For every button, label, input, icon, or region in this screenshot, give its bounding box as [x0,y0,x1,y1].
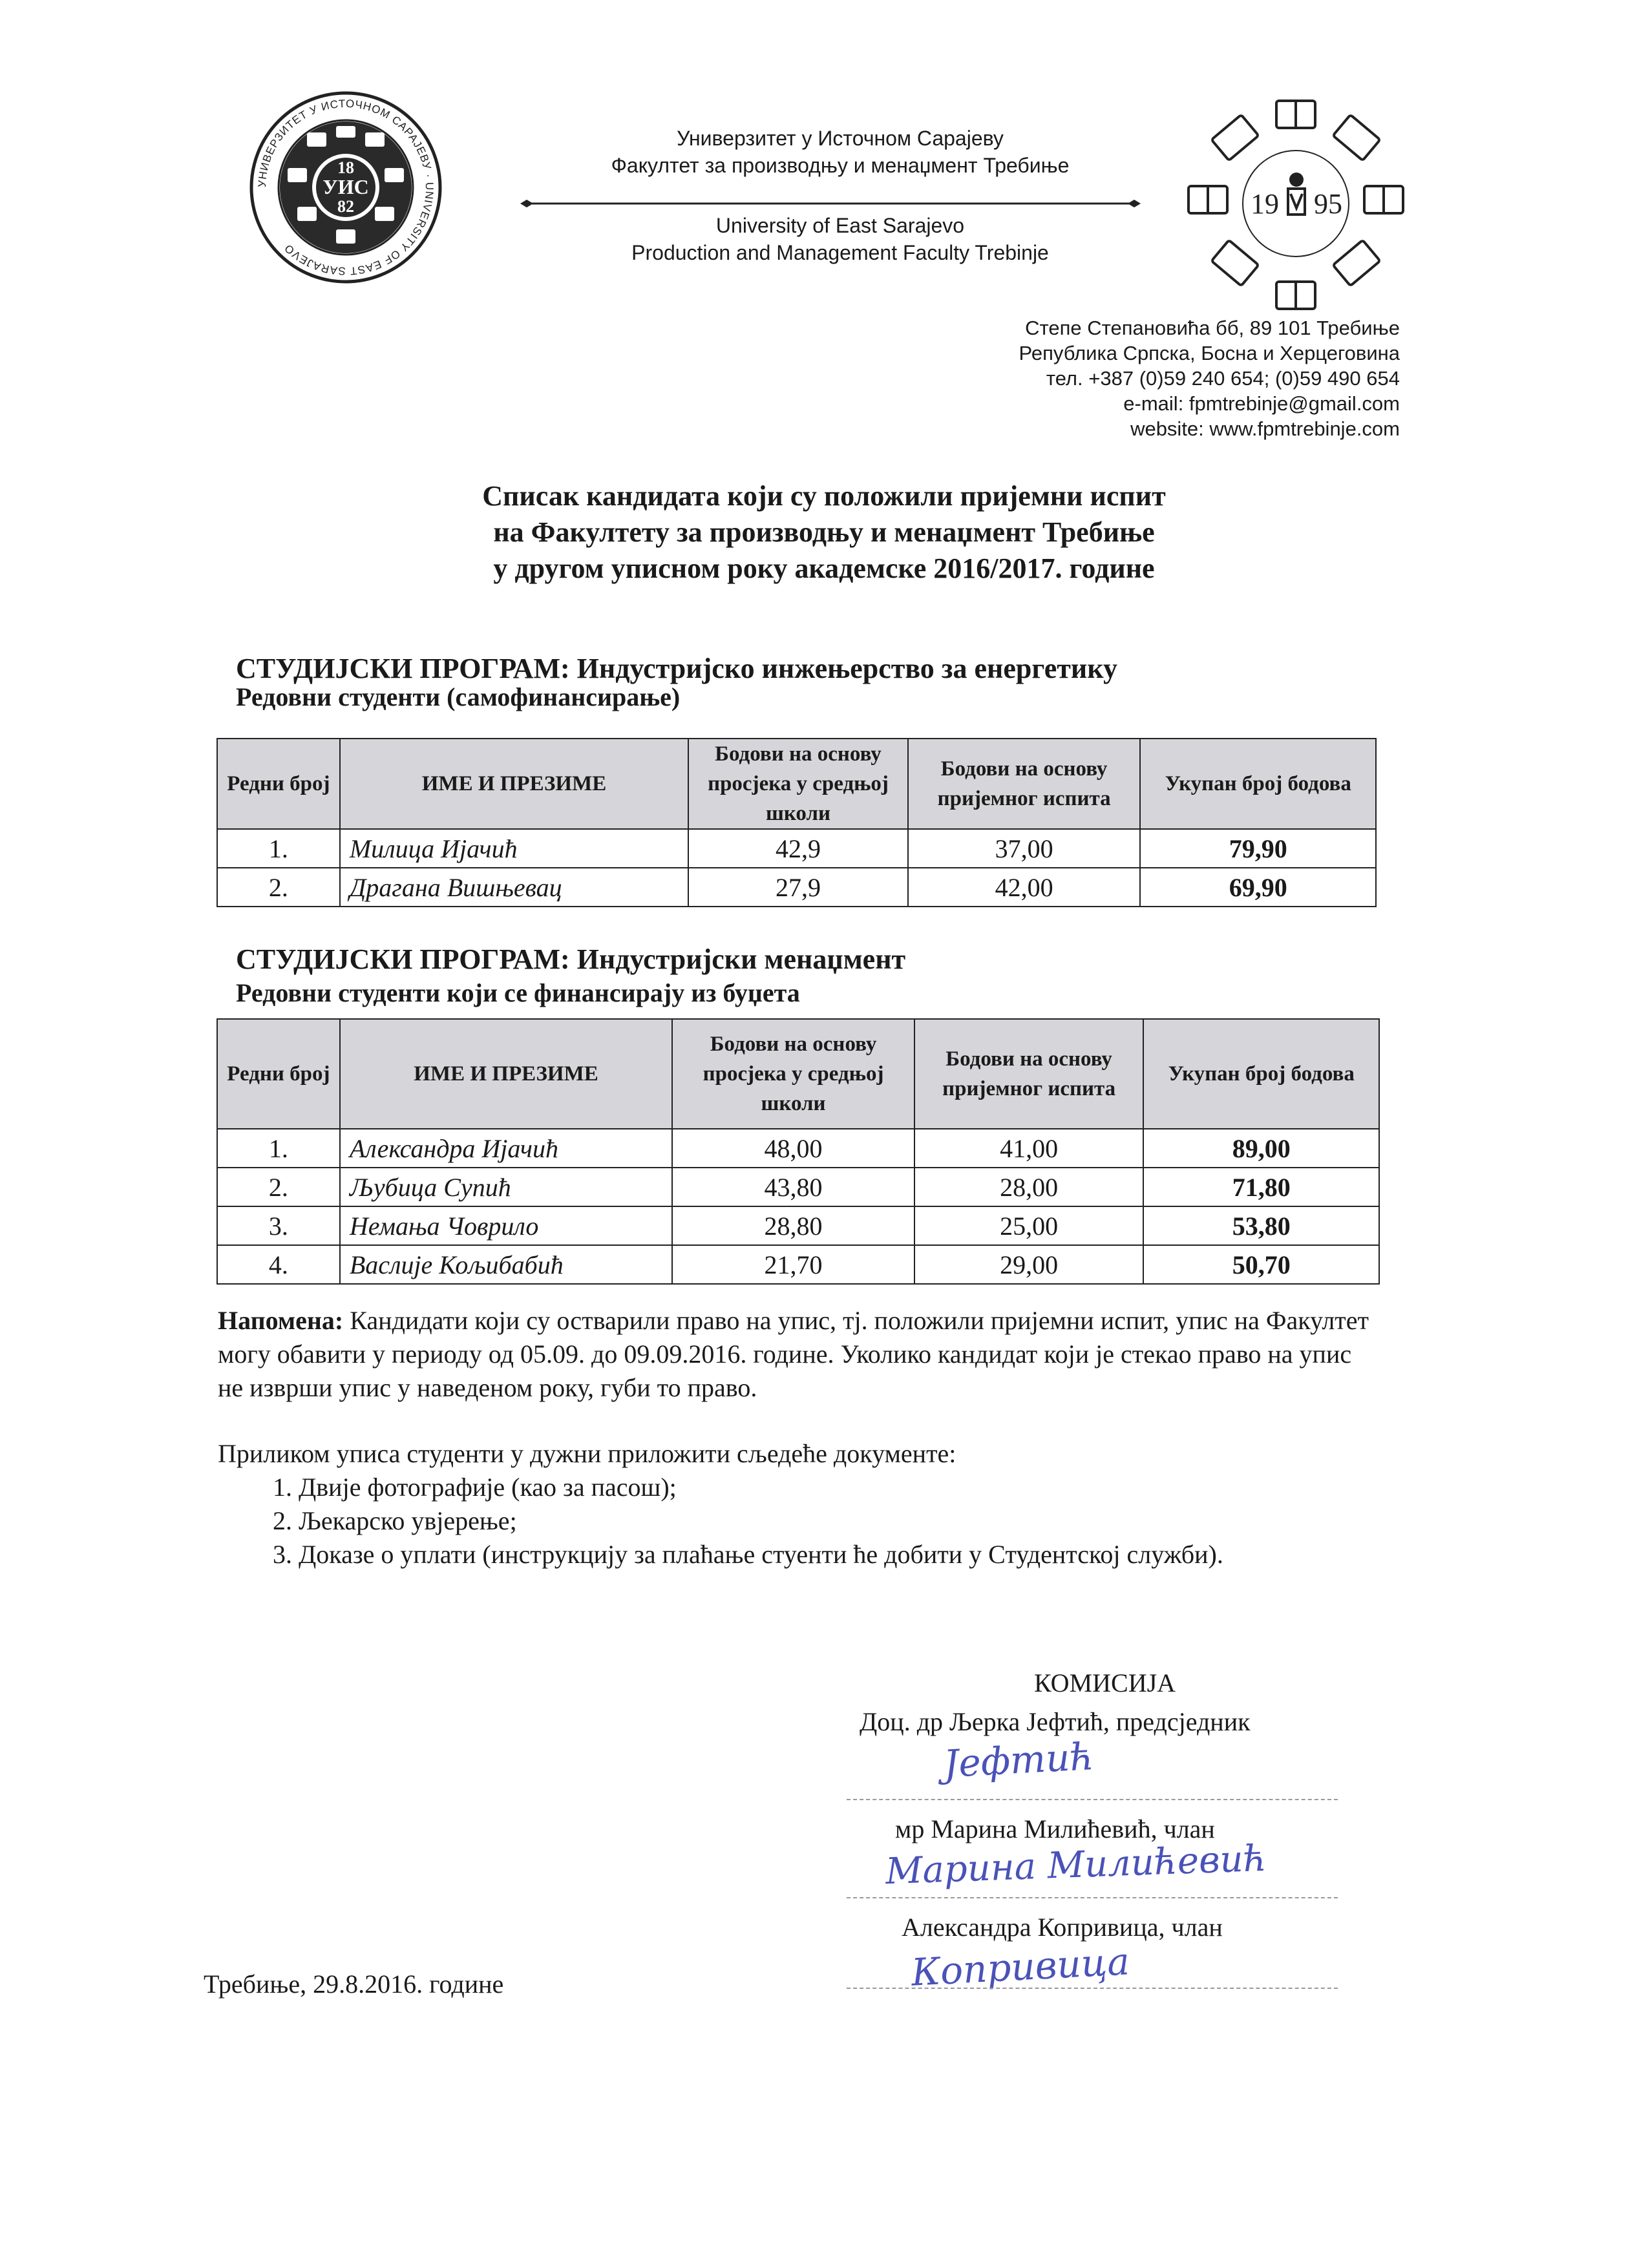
program1-heading: СТУДИЈСКИ ПРОГРАМ: Индустријско инжењерство за енергетику [236,653,1117,684]
exam-points: 28,00 [914,1168,1144,1206]
row-number: 1. [217,1129,340,1168]
title-line-2: на Факултету за производњу и менаџмент Требиње [493,516,1155,548]
note-label: Напомена: [218,1306,344,1335]
row-number: 1. [217,829,340,868]
exam-points: 25,00 [914,1206,1144,1245]
col-name: ИМЕ И ПРЕЗИМЕ [340,739,688,829]
total-points: 71,80 [1143,1168,1379,1206]
total-points: 53,80 [1143,1206,1379,1245]
row-number: 3. [217,1206,340,1245]
table-header-row [217,1019,1379,1129]
faculty-logo [1186,97,1406,317]
header-english [517,212,1163,266]
note-text: Кандидати који су остварили право на упис, тј. положили пријемни испит, упис на Факултет могу обавити у периоду од 05.09. до 09.09.2016. године. Уколико кандидат који је стекао право на упис не изврши упис у наведеном року, губи то право. [218,1306,1369,1402]
title-line-3: у другом уписном року академске 2016/2017. године [493,552,1155,584]
candidate-name: Александра Ијачић [340,1129,672,1168]
member-1: Доц. др Љерка Јефтић, предсједник [860,1707,1251,1736]
document-title [0,478,1648,587]
candidate-name: Драгана Вишњевац [340,868,688,907]
total-points: 79,90 [1140,829,1376,868]
total-points: 69,90 [1140,868,1376,907]
total-points: 50,70 [1143,1245,1379,1284]
documents-list [218,1471,1375,1571]
col-exam-points: Бодови на основу пријемног испита [914,1019,1144,1129]
logo-year-left: 19 [1251,188,1279,220]
table-row [217,868,1376,907]
signature-3: Копривица [910,1939,1131,1995]
documents-intro: Приликом уписа студенти у дужни приложити сљедеће документе: [218,1439,956,1468]
program2-table [217,1018,1380,1285]
table-row [217,1206,1379,1245]
col-total: Укупан број бодова [1140,739,1376,829]
university-name-sr: Универзитет у Источном Сарајеву [677,127,1004,150]
university-name-en: University of East Sarajevo [715,214,965,237]
contact-block [1019,315,1400,441]
documents-section [218,1437,1375,1571]
col-name: ИМЕ И ПРЕЗИМЕ [340,1019,672,1129]
col-school-points: Бодови на основу просјека у средњој школи [672,1019,914,1129]
candidate-name: Немања Човрило [340,1206,672,1245]
table-row [217,1245,1379,1284]
signature-line-1 [847,1799,1338,1800]
commission-title: КОМИСИЈА [1034,1668,1176,1697]
col-no: Редни број [217,1019,340,1129]
col-exam-points: Бодови на основу пријемног испита [908,739,1141,829]
signature-1: Јефтић [942,1734,1095,1787]
row-number: 2. [217,868,340,907]
school-points: 28,80 [672,1206,914,1245]
contact-phone: тел. +387 (0)59 240 654; (0)59 490 654 [1046,367,1400,390]
exam-points: 37,00 [908,829,1141,868]
faculty-name-en: Production and Management Faculty Trebinje [631,241,1049,264]
list-item: 2. Љекарско увјерење; [299,1504,1375,1538]
header-divider [520,199,1141,208]
exam-points: 42,00 [908,868,1141,907]
school-points: 42,9 [688,829,908,868]
candidate-name: Љубица Супић [340,1168,672,1206]
seal-number-bottom: 82 [337,197,354,216]
note-paragraph [218,1304,1375,1405]
list-item: 3. Доказе о уплати (инструкцију за плаћање стуенти ће добити у Студентској служби). [299,1538,1375,1571]
seal-number-top: 18 [337,158,354,177]
signature-line-3 [847,1988,1338,1989]
candidate-name: Милица Ијачић [340,829,688,868]
contact-address: Степе Степановића бб, 89 101 Требиње [1025,317,1400,339]
row-number: 2. [217,1168,340,1206]
logo-year-right: 95 [1314,188,1342,220]
table-row [217,1168,1379,1206]
faculty-name-sr: Факултет за производњу и менаџмент Требиње [611,154,1070,177]
exam-points: 29,00 [914,1245,1144,1284]
exam-points: 41,00 [914,1129,1144,1168]
col-total: Укупан број бодова [1143,1019,1379,1129]
signature-2: Марина Милићевић [885,1837,1267,1893]
school-points: 21,70 [672,1245,914,1284]
program2-heading: СТУДИЈСКИ ПРОГРАМ: Индустријски менаџмент [236,943,906,975]
place-date: Требиње, 29.8.2016. године [204,1969,504,1999]
table-header-row [217,739,1376,829]
member-2: мр Марина Милићевић, члан [895,1814,1215,1843]
school-points: 48,00 [672,1129,914,1168]
contact-country: Република Српска, Босна и Херцеговина [1019,342,1400,364]
row-number: 4. [217,1245,340,1284]
university-seal-logo [249,90,443,284]
member-3: Александра Копривица, члан [902,1913,1223,1942]
col-school-points: Бодови на основу просјека у средњој школи [688,739,908,829]
school-points: 43,80 [672,1168,914,1206]
seal-ring-text: УНИВЕРЗИТЕТ У ИСТОЧНОМ САРАЈЕВУ · UNIVERSITY OF EAST SARAJEVO [255,97,436,278]
program1-subheading: Редовни студенти (самофинансирање) [236,682,681,711]
header-serbian [517,125,1163,179]
col-no: Редни број [217,739,340,829]
table-row [217,1129,1379,1168]
seal-abbreviation: УИС [322,175,369,198]
program2-subheading: Редовни студенти који се финансирају из буџета [236,978,800,1007]
table-row [217,829,1376,868]
school-points: 27,9 [688,868,908,907]
contact-website: website: www.fpmtrebinje.com [1130,417,1400,440]
total-points: 89,00 [1143,1129,1379,1168]
program1-table [217,738,1377,907]
contact-email: e-mail: fpmtrebinje@gmail.com [1123,392,1400,415]
title-line-1: Списак кандидата који су положили пријемни испит [482,480,1166,512]
list-item: 1. Двије фотографије (као за пасош); [299,1471,1375,1504]
candidate-name: Васлије Кољибабић [340,1245,672,1284]
signature-line-2 [847,1897,1338,1898]
